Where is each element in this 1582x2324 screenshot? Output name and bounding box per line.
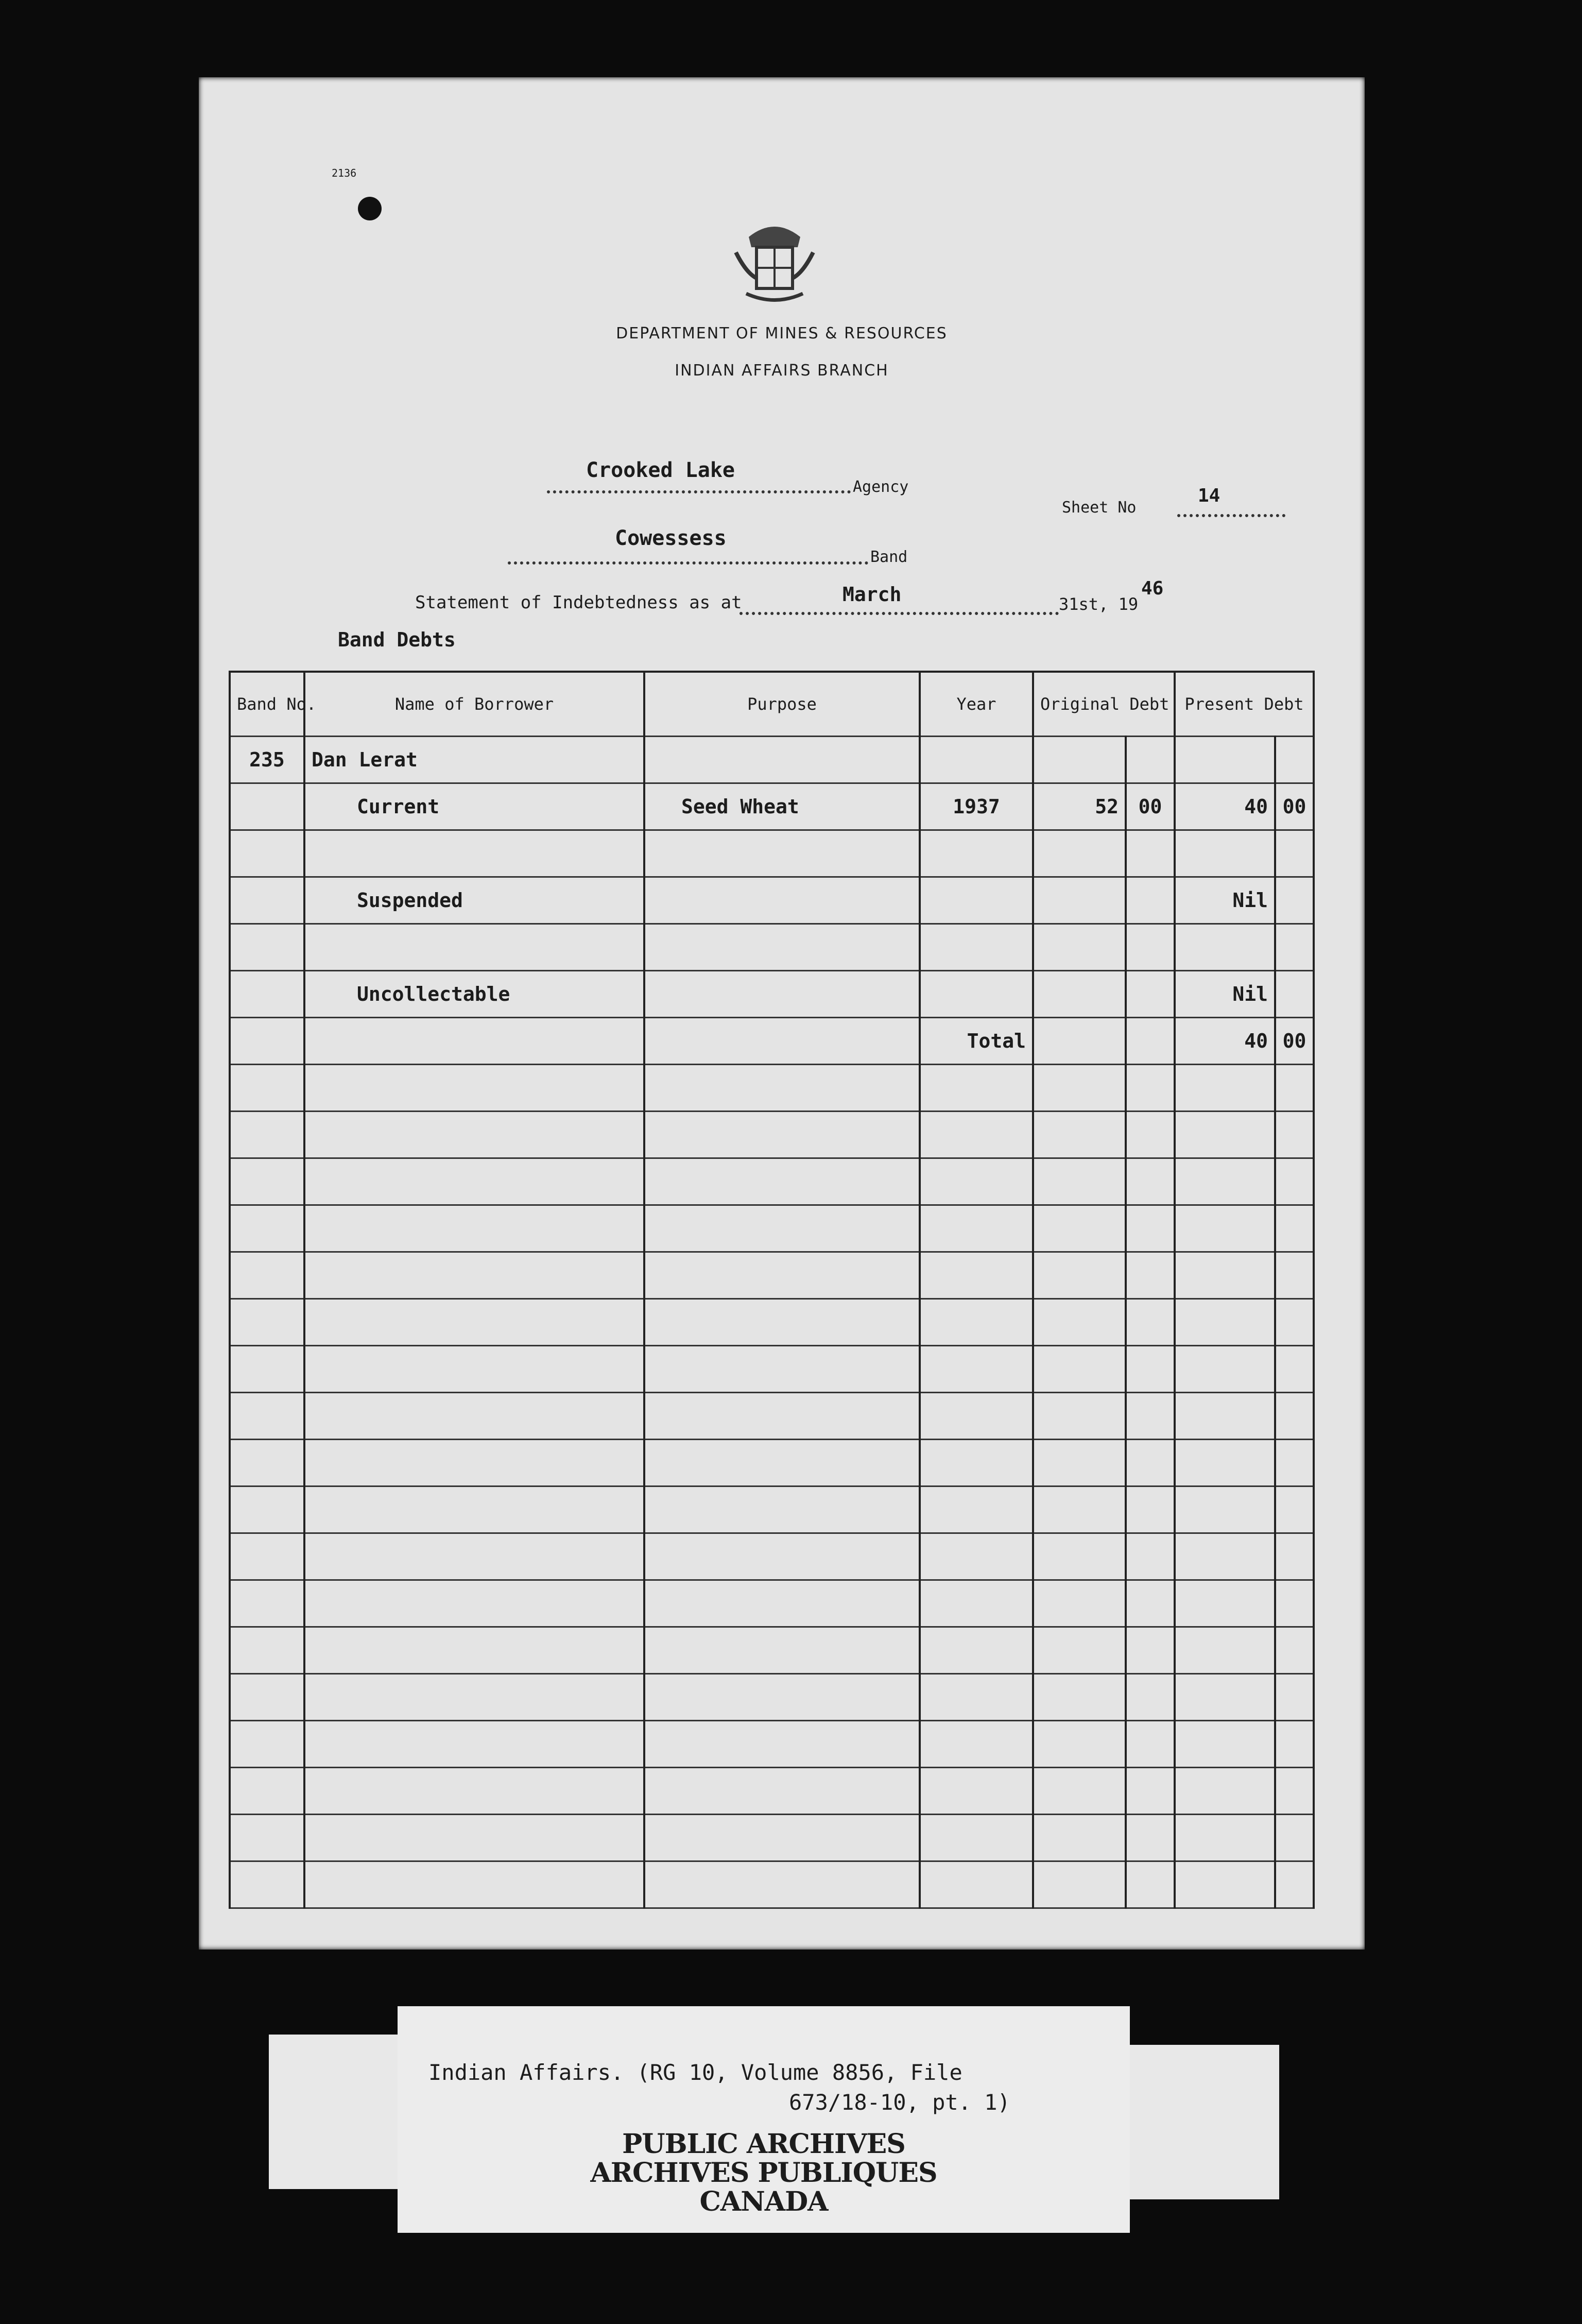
blank-cell — [920, 1768, 1033, 1815]
blank-cell — [920, 1065, 1033, 1112]
cell-band-no — [230, 783, 304, 830]
blank-cell — [1175, 1252, 1275, 1299]
agency-label: Agency — [853, 478, 909, 496]
blank-cell — [230, 1112, 304, 1158]
blank-table-row — [230, 1815, 1314, 1861]
blank-cell — [1033, 1768, 1126, 1815]
blank-cell — [1275, 1533, 1314, 1580]
citation-line-2: 673/18-10, pt. 1) — [789, 2090, 1010, 2115]
blank-cell — [1175, 1205, 1275, 1252]
blank-cell — [920, 1112, 1033, 1158]
blank-table-row — [230, 1158, 1314, 1205]
blank-cell — [1126, 1299, 1175, 1346]
cell-name — [304, 1018, 644, 1065]
blank-cell — [1175, 1627, 1275, 1674]
cell-band-no — [230, 924, 304, 971]
cell-band-no: 235 — [230, 737, 304, 783]
blank-cell — [644, 1627, 920, 1674]
band-name: Cowessess — [615, 526, 727, 550]
blank-cell — [1175, 1299, 1275, 1346]
blank-cell — [1175, 1768, 1275, 1815]
blank-cell — [1033, 1393, 1126, 1440]
cell-year: Total — [920, 1018, 1033, 1065]
blank-cell — [230, 1252, 304, 1299]
blank-cell — [230, 1440, 304, 1486]
cell-pres-c — [1275, 877, 1314, 924]
band-label: Band — [870, 548, 908, 566]
statement-day: 31st, 19 — [1059, 594, 1139, 614]
cell-orig-d — [1033, 877, 1126, 924]
cell-purpose — [644, 830, 920, 877]
blank-cell — [230, 1815, 304, 1861]
blank-cell — [1275, 1346, 1314, 1393]
blank-cell — [644, 1065, 920, 1112]
cell-name: Suspended — [304, 877, 644, 924]
archive-stamp — [398, 2130, 1130, 2216]
cell-purpose — [644, 971, 920, 1018]
cell-purpose — [644, 1018, 920, 1065]
coat-of-arms-icon — [726, 211, 823, 309]
branch-heading: INDIAN AFFAIRS BRANCH — [675, 362, 889, 380]
blank-cell — [230, 1768, 304, 1815]
cell-name: Uncollectable — [304, 971, 644, 1018]
stamp-line-1: PUBLIC ARCHIVES — [622, 2128, 905, 2160]
blank-cell — [1033, 1627, 1126, 1674]
blank-cell — [1275, 1486, 1314, 1533]
header-purpose: Purpose — [644, 672, 920, 737]
blank-cell — [1275, 1580, 1314, 1627]
blank-cell — [1033, 1112, 1126, 1158]
table-row — [230, 924, 1314, 971]
punch-hole — [358, 197, 382, 220]
header-band-no: Band No. — [230, 672, 304, 737]
blank-table-row — [230, 1299, 1314, 1346]
blank-cell — [920, 1346, 1033, 1393]
blank-table-row — [230, 1252, 1314, 1299]
ledger-body — [230, 737, 1314, 1908]
blank-cell — [1126, 1440, 1175, 1486]
blank-cell — [920, 1627, 1033, 1674]
cell-orig-c — [1126, 924, 1175, 971]
cell-orig-d — [1033, 737, 1126, 783]
blank-cell — [304, 1580, 644, 1627]
blank-cell — [1275, 1205, 1314, 1252]
stamp-line-3: CANADA — [699, 2186, 828, 2217]
blank-cell — [1033, 1674, 1126, 1721]
cell-name: Dan Lerat — [304, 737, 644, 783]
reference-number: 2136 — [332, 167, 357, 179]
blank-cell — [644, 1861, 920, 1908]
statement-month: March — [842, 583, 902, 606]
citation-line-1: Indian Affairs. (RG 10, Volume 8856, File — [428, 2060, 962, 2085]
cell-purpose: Seed Wheat — [644, 783, 920, 830]
blank-cell — [1275, 1252, 1314, 1299]
blank-cell — [304, 1627, 644, 1674]
blank-cell — [1033, 1721, 1126, 1768]
blank-cell — [1275, 1299, 1314, 1346]
blank-cell — [304, 1205, 644, 1252]
cell-name — [304, 924, 644, 971]
blank-cell — [304, 1533, 644, 1580]
blank-cell — [644, 1158, 920, 1205]
blank-table-row — [230, 1393, 1314, 1440]
cell-name: Current — [304, 783, 644, 830]
cell-pres-d: Nil — [1175, 971, 1275, 1018]
header-present-debt: Present Debt — [1175, 672, 1314, 737]
blank-cell — [1175, 1486, 1275, 1533]
blank-cell — [1275, 1721, 1314, 1768]
blank-cell — [1175, 1580, 1275, 1627]
blank-cell — [920, 1158, 1033, 1205]
blank-cell — [230, 1627, 304, 1674]
cell-orig-c — [1126, 971, 1175, 1018]
table-row — [230, 737, 1314, 783]
cell-pres-c — [1275, 971, 1314, 1018]
cell-orig-d: 52 — [1033, 783, 1126, 830]
cell-year — [920, 830, 1033, 877]
document-sheet — [199, 77, 1365, 1950]
blank-cell — [230, 1861, 304, 1908]
blank-cell — [920, 1205, 1033, 1252]
blank-cell — [1126, 1393, 1175, 1440]
table-header-row — [230, 672, 1314, 737]
blank-cell — [1175, 1065, 1275, 1112]
cell-orig-d — [1033, 830, 1126, 877]
table-row — [230, 877, 1314, 924]
blank-cell — [644, 1674, 920, 1721]
blank-cell — [1033, 1533, 1126, 1580]
cell-orig-c — [1126, 830, 1175, 877]
blank-cell — [1275, 1065, 1314, 1112]
blank-cell — [920, 1299, 1033, 1346]
blank-cell — [644, 1112, 920, 1158]
cell-orig-c — [1126, 737, 1175, 783]
blank-table-row — [230, 1205, 1314, 1252]
blank-cell — [1175, 1393, 1275, 1440]
blank-cell — [1126, 1065, 1175, 1112]
blank-cell — [230, 1299, 304, 1346]
cell-pres-d: Nil — [1175, 877, 1275, 924]
blank-table-row — [230, 1768, 1314, 1815]
archive-card-tab-right — [1130, 2045, 1279, 2199]
blank-cell — [644, 1533, 920, 1580]
blank-cell — [1175, 1861, 1275, 1908]
blank-cell — [230, 1158, 304, 1205]
blank-cell — [304, 1440, 644, 1486]
blank-table-row — [230, 1674, 1314, 1721]
cell-purpose — [644, 737, 920, 783]
blank-cell — [1126, 1205, 1175, 1252]
blank-cell — [1126, 1721, 1175, 1768]
blank-cell — [1126, 1486, 1175, 1533]
blank-cell — [304, 1815, 644, 1861]
cell-pres-c: 00 — [1275, 783, 1314, 830]
blank-cell — [1033, 1158, 1126, 1205]
blank-table-row — [230, 1721, 1314, 1768]
blank-cell — [230, 1533, 304, 1580]
department-heading: DEPARTMENT OF MINES & RESOURCES — [616, 324, 948, 343]
blank-cell — [230, 1580, 304, 1627]
blank-cell — [1175, 1721, 1275, 1768]
blank-cell — [1033, 1580, 1126, 1627]
blank-cell — [1275, 1627, 1314, 1674]
blank-cell — [920, 1815, 1033, 1861]
blank-cell — [644, 1721, 920, 1768]
blank-cell — [304, 1299, 644, 1346]
blank-cell — [644, 1768, 920, 1815]
cell-year: 1937 — [920, 783, 1033, 830]
sheet-label: Sheet No — [1062, 499, 1137, 517]
cell-orig-d — [1033, 924, 1126, 971]
blank-cell — [1275, 1112, 1314, 1158]
blank-cell — [644, 1205, 920, 1252]
blank-cell — [920, 1580, 1033, 1627]
blank-cell — [230, 1721, 304, 1768]
blank-cell — [644, 1440, 920, 1486]
blank-cell — [304, 1674, 644, 1721]
header-year: Year — [920, 672, 1033, 737]
cell-orig-c — [1126, 877, 1175, 924]
blank-cell — [920, 1721, 1033, 1768]
blank-cell — [644, 1299, 920, 1346]
blank-cell — [920, 1393, 1033, 1440]
blank-cell — [1126, 1815, 1175, 1861]
statement-label: Statement of Indebtedness as at — [415, 592, 742, 613]
blank-cell — [1033, 1861, 1126, 1908]
statement-dotted-line — [740, 612, 1059, 615]
blank-table-row — [230, 1861, 1314, 1908]
cell-purpose — [644, 877, 920, 924]
cell-orig-c: 00 — [1126, 783, 1175, 830]
cell-name — [304, 830, 644, 877]
blank-cell — [304, 1346, 644, 1393]
header-original-debt: Original Debt — [1033, 672, 1175, 737]
cell-year — [920, 877, 1033, 924]
archive-citation — [428, 2058, 1010, 2117]
cell-orig-d — [1033, 1018, 1126, 1065]
blank-cell — [304, 1112, 644, 1158]
blank-cell — [304, 1393, 644, 1440]
blank-cell — [1033, 1299, 1126, 1346]
blank-cell — [1275, 1861, 1314, 1908]
cell-orig-d — [1033, 971, 1126, 1018]
cell-pres-d: 40 — [1175, 1018, 1275, 1065]
blank-cell — [1275, 1440, 1314, 1486]
cell-pres-c — [1275, 737, 1314, 783]
blank-cell — [304, 1486, 644, 1533]
blank-cell — [304, 1861, 644, 1908]
blank-cell — [1175, 1533, 1275, 1580]
cell-band-no — [230, 1018, 304, 1065]
blank-cell — [644, 1486, 920, 1533]
cell-pres-c — [1275, 830, 1314, 877]
stamp-line-2: ARCHIVES PUBLIQUES — [590, 2157, 937, 2189]
cell-year — [920, 737, 1033, 783]
cell-pres-d — [1175, 737, 1275, 783]
blank-cell — [304, 1252, 644, 1299]
cell-year — [920, 971, 1033, 1018]
cell-purpose — [644, 924, 920, 971]
cell-pres-c — [1275, 924, 1314, 971]
cell-orig-c — [1126, 1018, 1175, 1065]
blank-cell — [1175, 1158, 1275, 1205]
blank-table-row — [230, 1112, 1314, 1158]
blank-table-row — [230, 1580, 1314, 1627]
blank-table-row — [230, 1627, 1314, 1674]
blank-cell — [1126, 1346, 1175, 1393]
blank-cell — [1275, 1768, 1314, 1815]
cell-pres-d — [1175, 924, 1275, 971]
blank-cell — [1175, 1815, 1275, 1861]
blank-table-row — [230, 1440, 1314, 1486]
blank-cell — [1033, 1205, 1126, 1252]
blank-cell — [920, 1861, 1033, 1908]
blank-cell — [644, 1252, 920, 1299]
debt-ledger-table — [229, 671, 1315, 1909]
cell-pres-c: 00 — [1275, 1018, 1314, 1065]
blank-table-row — [230, 1533, 1314, 1580]
blank-cell — [1126, 1861, 1175, 1908]
blank-cell — [1126, 1580, 1175, 1627]
archive-card-tab-left — [269, 2035, 398, 2189]
blank-cell — [304, 1065, 644, 1112]
blank-cell — [1275, 1674, 1314, 1721]
blank-cell — [920, 1440, 1033, 1486]
blank-cell — [1275, 1393, 1314, 1440]
table-row — [230, 1018, 1314, 1065]
blank-cell — [920, 1674, 1033, 1721]
cell-band-no — [230, 830, 304, 877]
blank-cell — [920, 1533, 1033, 1580]
blank-table-row — [230, 1486, 1314, 1533]
blank-cell — [1175, 1346, 1275, 1393]
blank-cell — [1126, 1768, 1175, 1815]
cell-band-no — [230, 877, 304, 924]
blank-cell — [304, 1158, 644, 1205]
blank-cell — [1175, 1112, 1275, 1158]
section-title: Band Debts — [338, 628, 456, 651]
blank-cell — [1175, 1440, 1275, 1486]
blank-cell — [230, 1393, 304, 1440]
blank-cell — [1275, 1815, 1314, 1861]
blank-cell — [1033, 1815, 1126, 1861]
blank-cell — [1033, 1065, 1126, 1112]
blank-cell — [644, 1815, 920, 1861]
blank-cell — [230, 1346, 304, 1393]
blank-cell — [644, 1393, 920, 1440]
blank-cell — [230, 1674, 304, 1721]
blank-cell — [920, 1252, 1033, 1299]
band-dotted-line — [508, 561, 868, 565]
cell-pres-d — [1175, 830, 1275, 877]
blank-cell — [1033, 1440, 1126, 1486]
blank-table-row — [230, 1065, 1314, 1112]
blank-cell — [1126, 1158, 1175, 1205]
blank-cell — [644, 1346, 920, 1393]
cell-band-no — [230, 971, 304, 1018]
blank-cell — [230, 1065, 304, 1112]
blank-cell — [304, 1721, 644, 1768]
blank-cell — [920, 1486, 1033, 1533]
blank-cell — [1126, 1674, 1175, 1721]
blank-cell — [1126, 1252, 1175, 1299]
blank-cell — [1033, 1252, 1126, 1299]
table-row — [230, 830, 1314, 877]
blank-cell — [230, 1486, 304, 1533]
blank-cell — [1033, 1486, 1126, 1533]
blank-cell — [1175, 1674, 1275, 1721]
table-row — [230, 783, 1314, 830]
blank-cell — [644, 1580, 920, 1627]
archive-label-card — [398, 2006, 1130, 2233]
blank-cell — [1275, 1158, 1314, 1205]
blank-cell — [304, 1768, 644, 1815]
table-row — [230, 971, 1314, 1018]
blank-cell — [1033, 1346, 1126, 1393]
agency-name: Crooked Lake — [586, 458, 735, 482]
blank-cell — [1126, 1112, 1175, 1158]
blank-cell — [1126, 1627, 1175, 1674]
blank-cell — [1126, 1533, 1175, 1580]
blank-table-row — [230, 1346, 1314, 1393]
statement-year: 46 — [1141, 578, 1164, 599]
blank-cell — [230, 1205, 304, 1252]
sheet-number: 14 — [1198, 485, 1220, 506]
cell-pres-d: 40 — [1175, 783, 1275, 830]
agency-dotted-line — [547, 490, 851, 493]
sheet-dotted-line — [1177, 514, 1285, 517]
cell-year — [920, 924, 1033, 971]
header-name: Name of Borrower — [304, 672, 644, 737]
